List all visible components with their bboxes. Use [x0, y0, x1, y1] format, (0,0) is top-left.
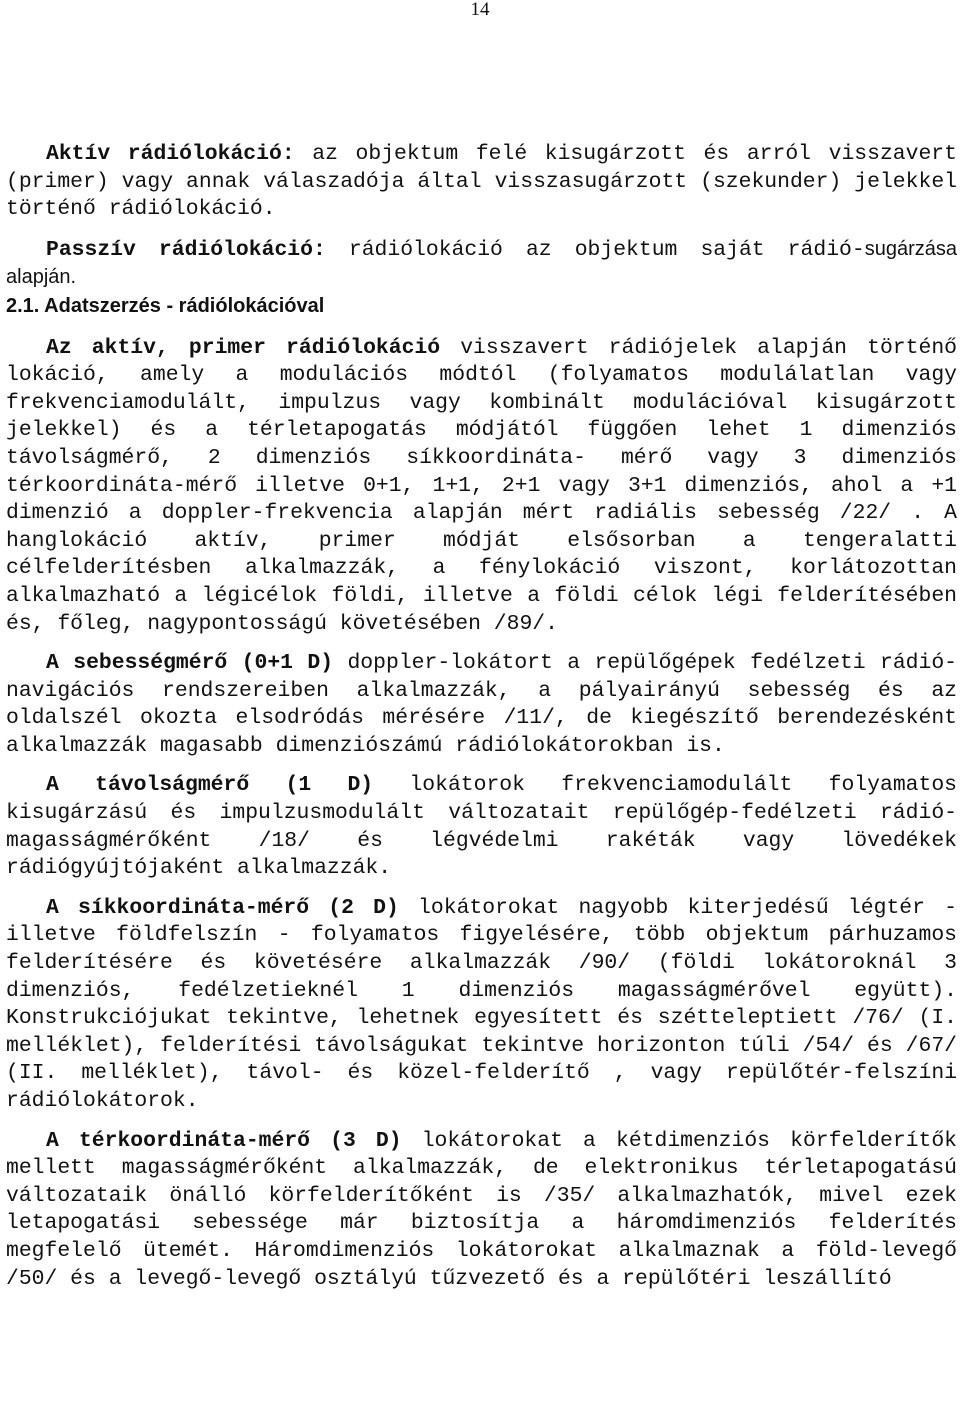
paragraph-speed-meter	[6, 650, 957, 760]
term-active-primary: Az aktív, primer rádiólokáció	[46, 335, 441, 360]
definition-passive-text: rádiólokáció az objektum saját rádió-	[325, 237, 865, 262]
section-heading: 2.1. Adatszerzés - rádiólokációval	[6, 294, 325, 317]
paragraph-active-primary-text: visszavert rádiójelek alapján történő lokáció, amely a modulációs módtól (folyamatos modulálatlan vagy frekvenciamodulált, impulzus vagy kombinált modulációval kisugárzott jelekkel) és a térletapogatás módjától függően lehet 1 dimenziós távolságmérő, 2 dimenziós síkkoordináta- mérő vagy 3 dimenziós térkoordináta-mérő illetve 0+1, 1+1, 2+1 vagy 3+1 dimenziós, ahol a +1 dimenzió a doppler-frekvencia alapján mért radiális sebesség /22/ . A hanglokáció aktív, primer módját elsősorban a tengeralatti célfelderítésben alkalmazzák, a fénylokáció viszont, korlátozottan alkalmazható a légicélok földi, illetve a földi célok légi felderítésében és, főleg, nagypontosságú követésében /89/.	[6, 335, 957, 636]
paragraph-plane-coordinate-text: lokátorokat nagyobb kiterjedésű légtér - illetve földfelszín - folyamatos figyelésére, több objektum párhuzamos felderítésére és követésére alkalmazzák /90/ (földi lokátoroknál 3 dimenziós, fedélzetieknél 1 dimenziós magasságmérővel együtt). Konstrukciójukat tekintve, lehetnek egyesített és szétteleptiett /76/ (I. melléklet), felderítési távolságukat tekintve horizonton túli /54/ és /67/ (II. melléklet), távol- és közel-felderítő , vagy repülőtér-felszíni rádiólokátorok.	[6, 895, 958, 1113]
term-speed-meter: A sebességmérő (0+1 D)	[46, 651, 334, 676]
term-active: Aktív rádiólokáció:	[46, 142, 295, 166]
term-space-coordinate: A térkoordináta-mérő (3 D)	[46, 1128, 402, 1153]
page-number: 14	[470, 0, 490, 20]
definition-active-text: az objektum felé kisugárzott és arról visszavert (primer) vagy annak válaszadója által visszasugárzott (szekunder) jelekkel történő rádiólokáció.	[6, 142, 957, 222]
paragraph-range-meter	[6, 772, 957, 882]
paragraph-space-coordinate-text: lokátorokat a kétdimenziós körfelderítők mellett magasságmérőként alkalmazzák, de elektronikus térletapogatású változataik önálló körfelderítőként is /35/ alkalmazhatók, mivel ezek letapogatási sebessége már biztosítja a háromdimenziós felderítés megfelelő ütemét. Háromdimenziós lokátorokat alkalmaznak a föld-levegő /50/ és a levegő-levegő osztályú tűzvezető és a repülőtéri leszállító	[6, 1128, 958, 1291]
document-body	[6, 141, 957, 1293]
term-passive: Passzív rádiólokáció:	[46, 237, 326, 262]
paragraph-space-coordinate	[6, 1128, 957, 1294]
definition-active	[6, 141, 957, 224]
definition-passive	[6, 236, 957, 293]
term-range-meter: A távolságmérő (1 D)	[46, 773, 374, 798]
paragraph-speed-meter-text: doppler-lokátort a repülőgépek fedélzeti rádió-navigációs rendszereiben alkalmazzák, a pályairányú sebesség és az oldalszél okozta elsodródás mérésére /11/, de kiegészítő berendezésként alkalmazzák magasabb dimenziószámú rádiólokátorokban is.	[6, 651, 958, 758]
definition-passive-text-tail: sugárzása alapján.	[6, 237, 957, 289]
term-plane-coordinate: A síkkoordináta-mérő (2 D)	[46, 895, 399, 920]
paragraph-plane-coordinate	[6, 895, 957, 1116]
paragraph-range-meter-text: lokátorok frekvenciamodulált folyamatos kisugárzású és impulzusmodulált változatait repülőgép-fedélzeti rádió-magasságmérőként /18/ és légvédelmi rakéták vagy lövedékek rádiógyújtójaként alkalmazzák.	[6, 773, 957, 881]
paragraph-active-primary	[6, 335, 957, 639]
